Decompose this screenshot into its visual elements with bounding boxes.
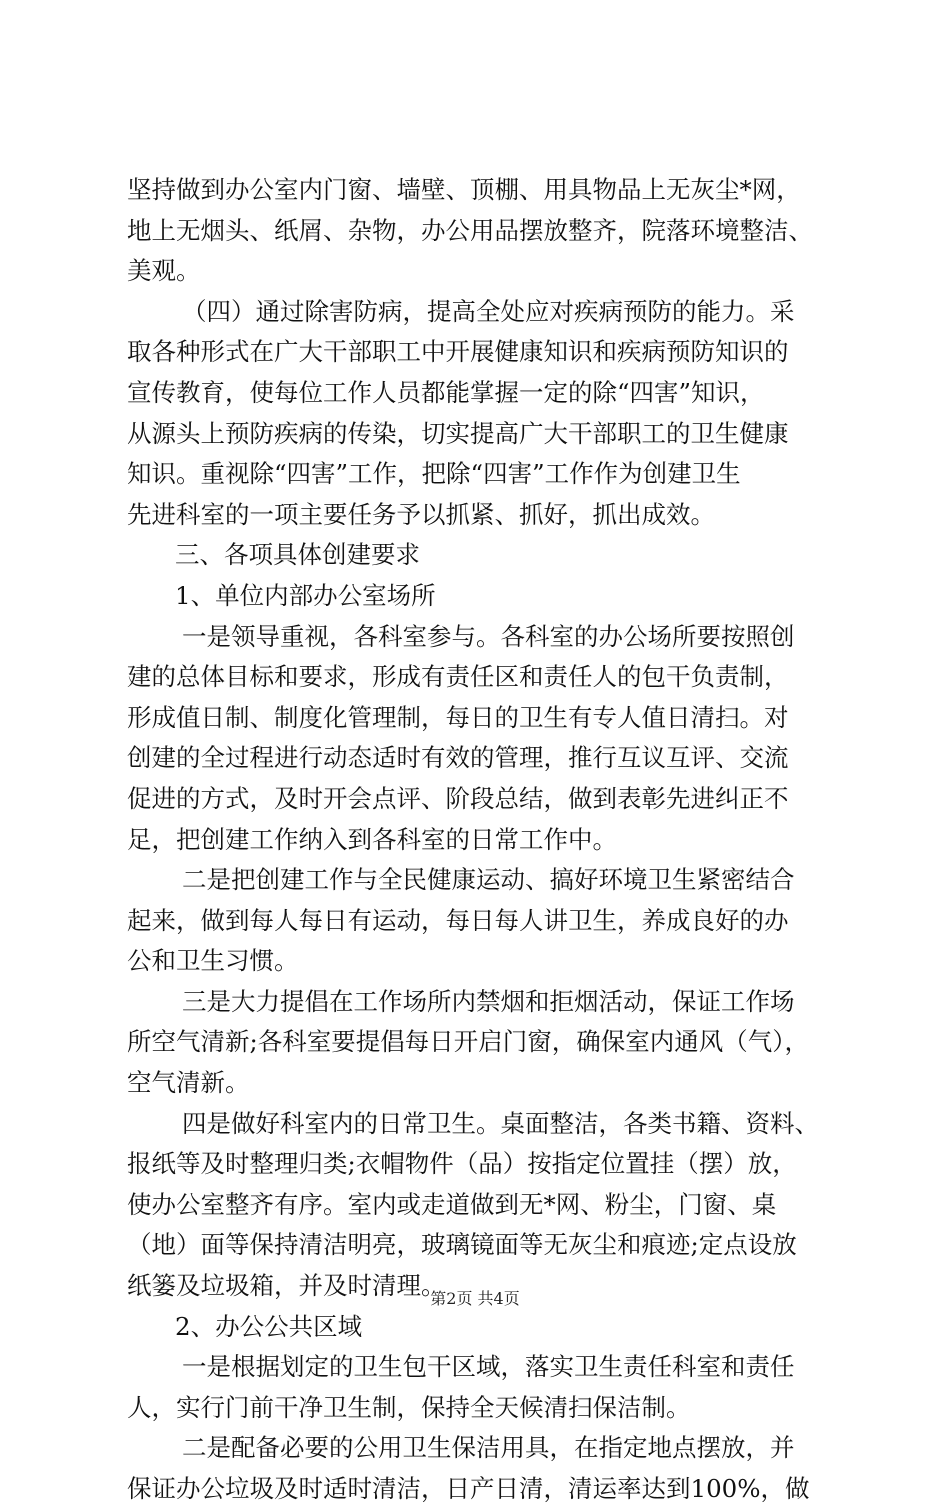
text-line: 地上无烟头、纸屑、杂物，办公用品摆放整齐，院落环境整洁、 bbox=[127, 215, 813, 245]
text-line: 四是做好科室内的日常卫生。桌面整洁，各类书籍、资料、 bbox=[182, 1108, 819, 1138]
text-line: 1、单位内部办公室场所 bbox=[175, 580, 436, 610]
text-line: 一是领导重视，各科室参与。各科室的办公场所要按照创 bbox=[182, 621, 795, 651]
text-line: 一是根据划定的卫生包干区域，落实卫生责任科室和责任 bbox=[182, 1352, 795, 1382]
text-line: 足，把创建工作纳入到各科室的日常工作中。 bbox=[127, 824, 617, 854]
text-line: 二是配备必要的公用卫生保洁用具，在指定地点摆放，并 bbox=[182, 1433, 795, 1463]
text-line: 从源头上预防疾病的传染，切实提高广大干部职工的卫生健康 bbox=[127, 418, 789, 448]
text-line: 三、各项具体创建要求 bbox=[175, 540, 420, 570]
page-footer: 第2页 共4页 bbox=[430, 1289, 520, 1308]
text-line: 建的总体目标和要求，形成有责任区和责任人的包干负责制， bbox=[127, 662, 789, 692]
text-line: 形成值日制、制度化管理制，每日的卫生有专人值日清扫。对 bbox=[127, 702, 789, 732]
text-line: 知识。重视除“四害”工作，把除“四害”工作作为创建卫生 bbox=[127, 459, 741, 489]
text-line: 取各种形式在广大干部职工中开展健康知识和疾病预防知识的 bbox=[127, 337, 789, 367]
text-line: 起来，做到每人每日有运动，每日每人讲卫生，养成良好的办 bbox=[127, 905, 789, 935]
text-line: 所空气清新;各科室要提倡每日开启门窗，确保室内通风（气）， bbox=[127, 1027, 810, 1057]
text-line: 使办公室整齐有序。室内或走道做到无*网、粉尘，门窗、桌 bbox=[127, 1189, 777, 1219]
text-line: 2、办公公共区域 bbox=[175, 1311, 363, 1341]
text-line: 坚持做到办公室内门窗、墙壁、顶棚、用具物品上无灰尘*网， bbox=[127, 175, 801, 204]
text-line: 报纸等及时整理归类;衣帽物件（品）按指定位置挂（摆）放， bbox=[127, 1149, 797, 1179]
text-line: 空气清新。 bbox=[127, 1068, 250, 1098]
text-line: 促进的方式，及时开会点评、阶段总结，做到表彰先进纠正不 bbox=[127, 783, 789, 813]
text-line: 公和卫生习惯。 bbox=[127, 946, 299, 976]
text-line: 三是大力提倡在工作场所内禁烟和拒烟活动，保证工作场 bbox=[182, 986, 795, 1016]
text-line: 人，实行门前干净卫生制，保持全天候清扫保洁制。 bbox=[127, 1392, 691, 1422]
text-line: 宣传教育，使每位工作人员都能掌握一定的除“四害”知识， bbox=[127, 377, 765, 407]
text-line: 先进科室的一项主要任务予以抓紧、抓好，抓出成效。 bbox=[127, 499, 715, 529]
text-line: 二是把创建工作与全民健康运动、搞好环境卫生紧密结合 bbox=[182, 865, 795, 895]
text-line: 纸篓及垃圾箱，并及时清理。 bbox=[127, 1271, 446, 1301]
text-line: 保证办公垃圾及时适时清洁，日产日清，清运率达到100%，做 bbox=[127, 1474, 810, 1503]
text-line: （地）面等保持清洁明亮，玻璃镜面等无灰尘和痕迹;定点设放 bbox=[127, 1230, 797, 1260]
text-line: 创建的全过程进行动态适时有效的管理，推行互议互评、交流 bbox=[127, 743, 789, 773]
text-line: 美观。 bbox=[127, 256, 201, 286]
text-line: （四）通过除害防病，提高全处应对疾病预防的能力。采 bbox=[182, 296, 795, 326]
